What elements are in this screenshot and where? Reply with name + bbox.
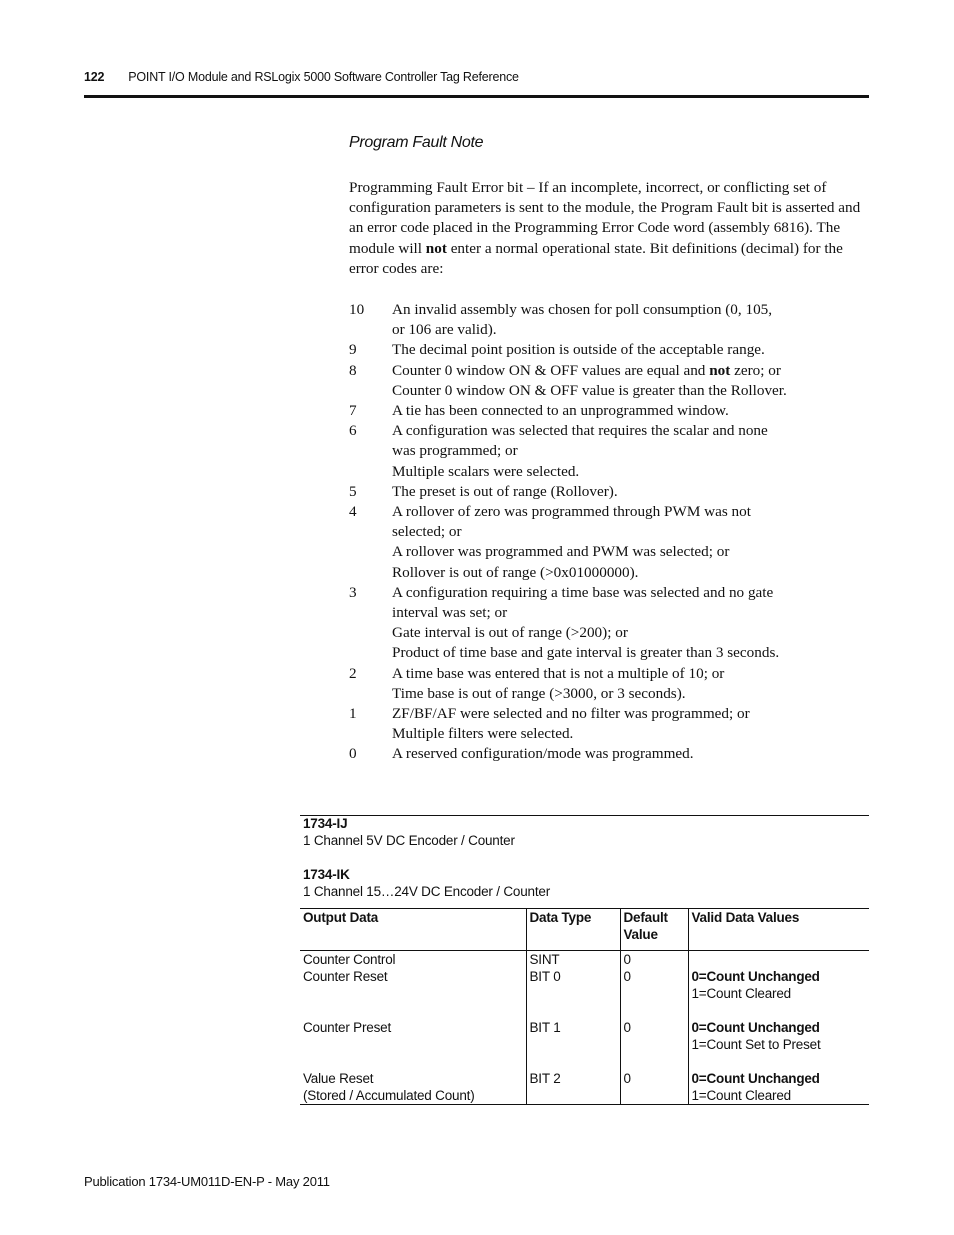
column-header: Valid Data Values — [688, 909, 869, 951]
code-number: 7 — [349, 402, 357, 420]
module-description: 1 Channel 5V DC Encoder / Counter — [303, 833, 515, 848]
default-value-cell: 0 — [620, 1019, 688, 1070]
code-number: 9 — [349, 341, 357, 359]
output-data-cell: Counter Reset — [303, 969, 388, 984]
table-row — [300, 951, 869, 969]
running-title: POINT I/O Module and RSLogix 5000 Software Controller Tag Reference — [128, 70, 519, 84]
table-row — [300, 1070, 869, 1105]
error-code-item: 3 A configuration requiring a time base was selected and no gate interval was set; or Gate interval is out of range (>200); or Product of time base and gate interval is greater than 3 seconds. — [349, 583, 869, 664]
code-number: 10 — [349, 301, 365, 318]
table-row — [300, 968, 869, 1019]
code-number: 4 — [349, 503, 357, 521]
error-code-item: 0 A reserved configuration/mode was programmed. — [349, 744, 869, 764]
valid-values-cell: 0=Count Unchanged 1=Count Cleared — [688, 1070, 869, 1105]
error-code-item: 2 A time base was entered that is not a multiple of 10; or Time base is out of range (>3000, or 3 seconds). — [349, 664, 869, 704]
error-code-item: 7 A tie has been connected to an unprogrammed window. — [349, 401, 869, 421]
module-description: 1 Channel 15…24V DC Encoder / Counter — [303, 884, 550, 899]
error-code-item: 8 Counter 0 window ON & OFF values are equal and not zero; or Counter 0 window ON & OFF value is greater than the Rollover. — [349, 361, 869, 401]
code-number: 0 — [349, 745, 357, 763]
data-type-cell: SINT — [526, 951, 620, 969]
data-type-cell: BIT 2 — [526, 1070, 620, 1105]
default-value-cell: 0 — [620, 1070, 688, 1105]
code-number: 1 — [349, 705, 357, 723]
publication-footer: Publication 1734-UM011D-EN-P - May 2011 — [84, 1174, 330, 1189]
column-header: Default Value — [620, 909, 688, 951]
code-number: 8 — [349, 361, 357, 379]
column-header: Data Type — [526, 909, 620, 951]
error-code-item: 4 A rollover of zero was programmed through PWM was not selected; or A rollover was programmed and PWM was selected; or Rollover is out of range (>0x01000000). — [349, 502, 869, 583]
error-code-item: 6 A configuration was selected that requires the scalar and none was programmed; or Multiple scalars were selected. — [349, 421, 869, 482]
table-row — [300, 1019, 869, 1070]
data-type-cell: BIT 1 — [526, 1019, 620, 1070]
column-header: Output Data — [300, 909, 526, 951]
valid-values-cell — [688, 951, 869, 969]
valid-values-cell: 0=Count Unchanged 1=Count Cleared — [688, 968, 869, 1019]
output-data-cell: Counter Preset — [303, 1020, 391, 1035]
data-type-cell: BIT 0 — [526, 968, 620, 1019]
error-code-item: 1 ZF/BF/AF were selected and no filter was programmed; or Multiple filters were selected. — [349, 704, 869, 744]
intro-paragraph: Programming Fault Error bit – If an incomplete, incorrect, or conflicting set of configuration parameters is sent to the module, the Program Fault bit is asserted and an error code placed in the Programming Error Code word (assembly 6816). The module will not enter a normal operational state. Bit definitions (decimal) for the error codes are: — [349, 179, 861, 277]
module-heading — [303, 815, 515, 849]
error-code-item: 5 The preset is out of range (Rollover). — [349, 482, 869, 502]
error-code-list — [349, 300, 869, 765]
module-id: 1734-IK — [303, 867, 350, 882]
output-data-cell: Counter Control — [303, 952, 396, 967]
module-id: 1734-IJ — [303, 816, 348, 831]
module-heading — [303, 866, 550, 900]
output-data-table — [300, 908, 869, 1105]
default-value-cell: 0 — [620, 951, 688, 969]
valid-values-cell: 0=Count Unchanged 1=Count Set to Preset — [688, 1019, 869, 1070]
code-number: 3 — [349, 583, 357, 601]
output-data-cell: Value Reset (Stored / Accumulated Count) — [300, 1070, 526, 1105]
code-number: 5 — [349, 482, 357, 500]
default-value-cell: 0 — [620, 968, 688, 1019]
code-number: 2 — [349, 664, 357, 682]
error-code-item: 9 The decimal point position is outside of the acceptable range. — [349, 340, 869, 360]
page-header — [84, 70, 519, 84]
section-title: Program Fault Note — [349, 134, 484, 151]
code-number: 6 — [349, 422, 357, 440]
page-number: 122 — [84, 70, 105, 84]
error-code-item: 10 An invalid assembly was chosen for poll consumption (0, 105, or 106 are valid). — [349, 300, 869, 340]
table-header-row — [300, 909, 869, 951]
header-rule — [84, 95, 869, 98]
